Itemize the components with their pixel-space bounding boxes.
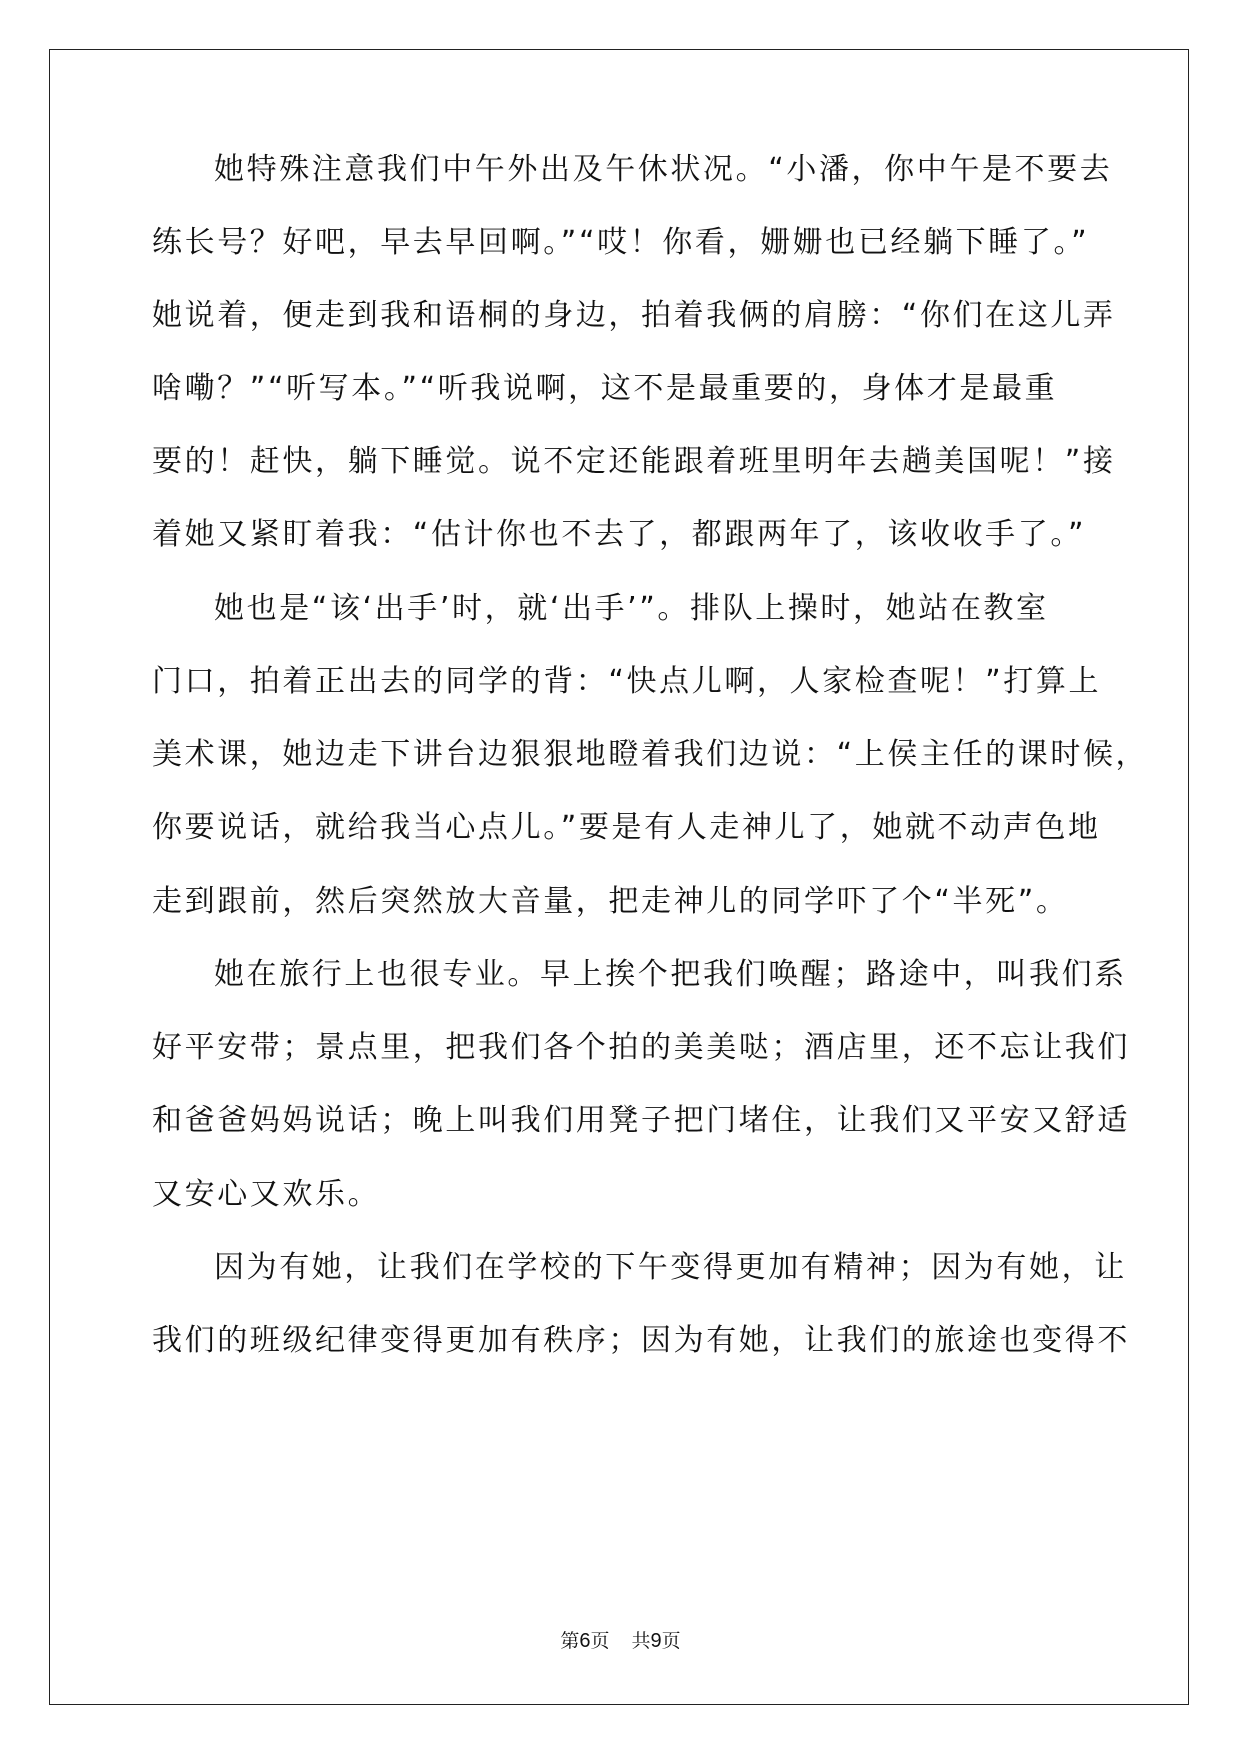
text-line: 又安心又欢乐。	[152, 1177, 381, 1212]
page-number: 6	[579, 1630, 591, 1652]
text-line: 我们的班级纪律变得更加有秩序；因为有她，让我们的旅途也变得不	[152, 1323, 1130, 1358]
text-line: 啥嘞？”“听写本。”“听我说啊，这不是最重要的，身体才是最重	[152, 371, 1058, 406]
total-pages: 9	[650, 1630, 662, 1652]
page-footer	[0, 1629, 1241, 1653]
total-suffix: 页	[661, 1630, 681, 1652]
text-line: 和爸爸妈妈说话；晚上叫我们用凳子把门堵住，让我们又平安又舒适	[152, 1103, 1130, 1138]
text-line: 要的！赶快，躺下睡觉。说不定还能跟着班里明年去趟美国呢！”接	[152, 444, 1116, 479]
text-line: 着她又紧盯着我：“估计你也不去了，都跟两年了，该收收手了。”	[152, 517, 1087, 552]
page-prefix: 第	[560, 1630, 580, 1652]
total-prefix: 共	[631, 1630, 651, 1652]
text-line: 因为有她，让我们在学校的下午变得更加有精神；因为有她，让	[214, 1250, 1127, 1285]
text-line: 练长号？好吧，早去早回啊。”“哎！你看，姗姗也已经躺下睡了。”	[152, 225, 1090, 260]
text-line: 好平安带；景点里，把我们各个拍的美美哒；酒店里，还不忘让我们	[152, 1030, 1130, 1065]
text-line: 她说着，便走到我和语桐的身边，拍着我俩的肩膀：“你们在这儿弄	[152, 298, 1116, 333]
text-line: 她在旅行上也很专业。早上挨个把我们唤醒；路途中，叫我们系	[214, 957, 1127, 992]
text-line: 她也是“该‘出手’时，就‘出手’”。排队上操时，她站在教室	[214, 591, 1049, 626]
text-line: 门口，拍着正出去的同学的背：“快点儿啊，人家检查呢！”打算上	[152, 664, 1102, 699]
text-line: 她特殊注意我们中午外出及午休状况。“小潘，你中午是不要去	[214, 152, 1113, 187]
text-line: 美术课，她边走下讲台边狠狠地瞪着我们边说：“上侯主任的课时候，	[152, 737, 1149, 772]
text-line: 你要说话，就给我当心点儿。”要是有人走神儿了，她就不动声色地	[152, 810, 1101, 845]
text-line: 走到跟前，然后突然放大音量，把走神儿的同学吓了个“半死”。	[152, 884, 1069, 919]
page-suffix: 页	[590, 1630, 610, 1652]
